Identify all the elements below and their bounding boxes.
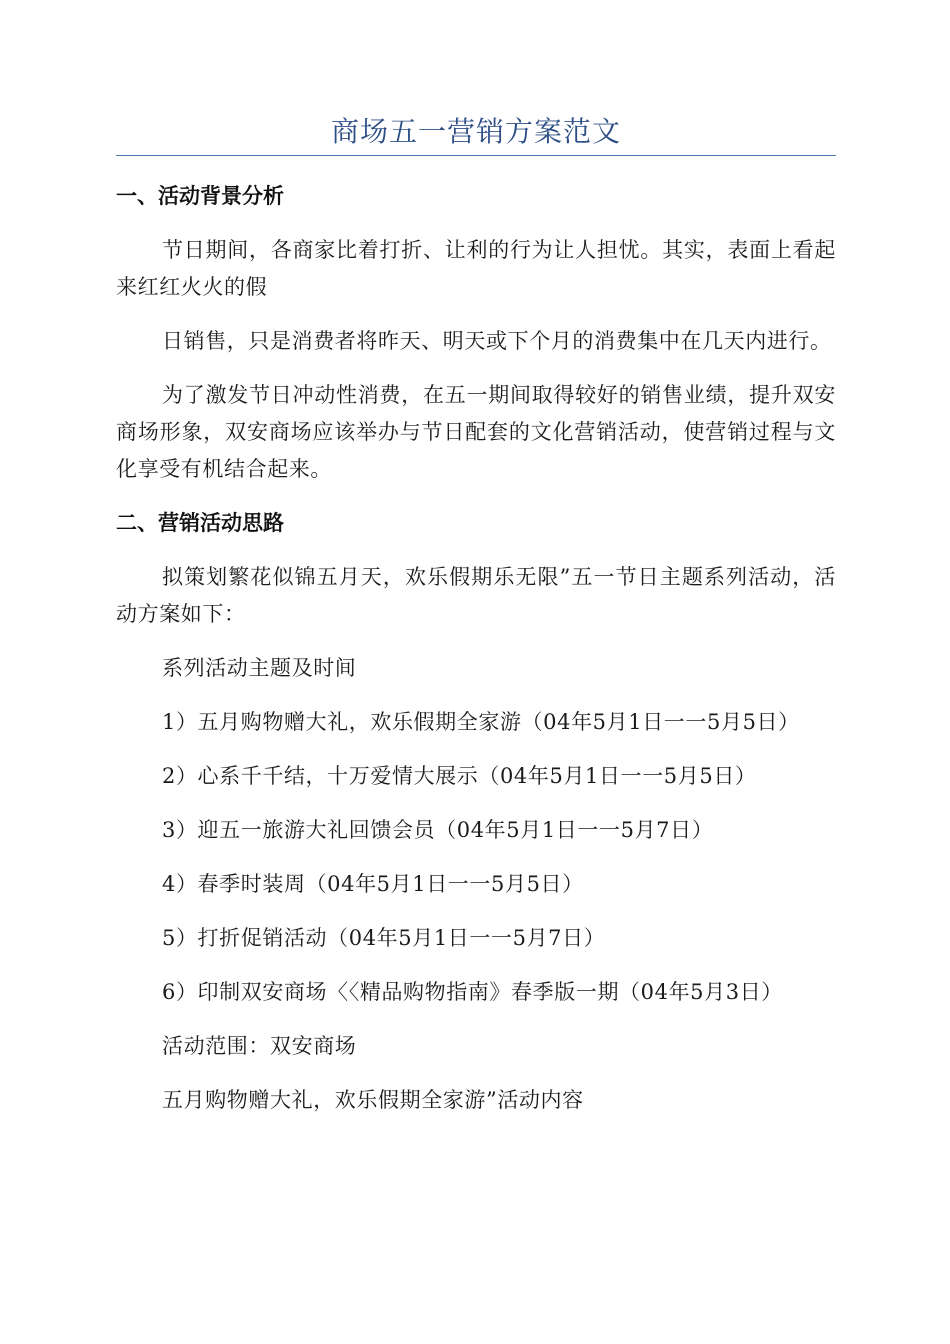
title-underline <box>116 155 836 156</box>
list-item: 6）印制双安商场〈〈精品购物指南》春季版一期（04年5月3日） <box>162 980 783 1004</box>
paragraph: 活动范围：双安商场 <box>162 1034 357 1058</box>
paragraph: 日销售，只是消费者将昨天、明天或下个月的消费集中在几天内进行。 <box>162 329 832 353</box>
paragraph: 为了激发节日冲动性消费，在五一期间取得较好的销售业绩，提升双安商场形象，双安商场应该举办与节日配套的文化营销活动，使营销过程与文化享受有机结合起来。 <box>116 383 836 481</box>
list-item: 2）心系千千结，十万爱情大展示（04年5月1日一一5月5日） <box>162 764 757 788</box>
paragraph: 节日期间，各商家比着打折、让利的行为让人担忧。其实，表面上看起来红红火火的假 <box>116 238 836 299</box>
document-body <box>116 178 836 1136</box>
list-item: 4）春季时装周（04年5月1日一一5月5日） <box>162 872 584 896</box>
paragraph: 系列活动主题及时间 <box>162 656 357 680</box>
document-title: 商场五一营销方案范文 <box>330 115 621 148</box>
list-item: 1）五月购物赠大礼，欢乐假期全家游（04年5月1日一一5月5日） <box>162 710 800 734</box>
paragraph: 五月购物赠大礼，欢乐假期全家游”活动内容 <box>162 1088 584 1112</box>
section-heading-background: 一、活动背景分析 <box>116 184 284 208</box>
paragraph: 拟策划繁花似锦五月天，欢乐假期乐无限”五一节日主题系列活动，活动方案如下： <box>116 565 836 626</box>
list-item: 5）打折促销活动（04年5月1日一一5月7日） <box>162 926 606 950</box>
section-heading-approach: 二、营销活动思路 <box>116 511 284 535</box>
list-item: 3）迎五一旅游大礼回馈会员（04年5月1日一一5月7日） <box>162 818 714 842</box>
